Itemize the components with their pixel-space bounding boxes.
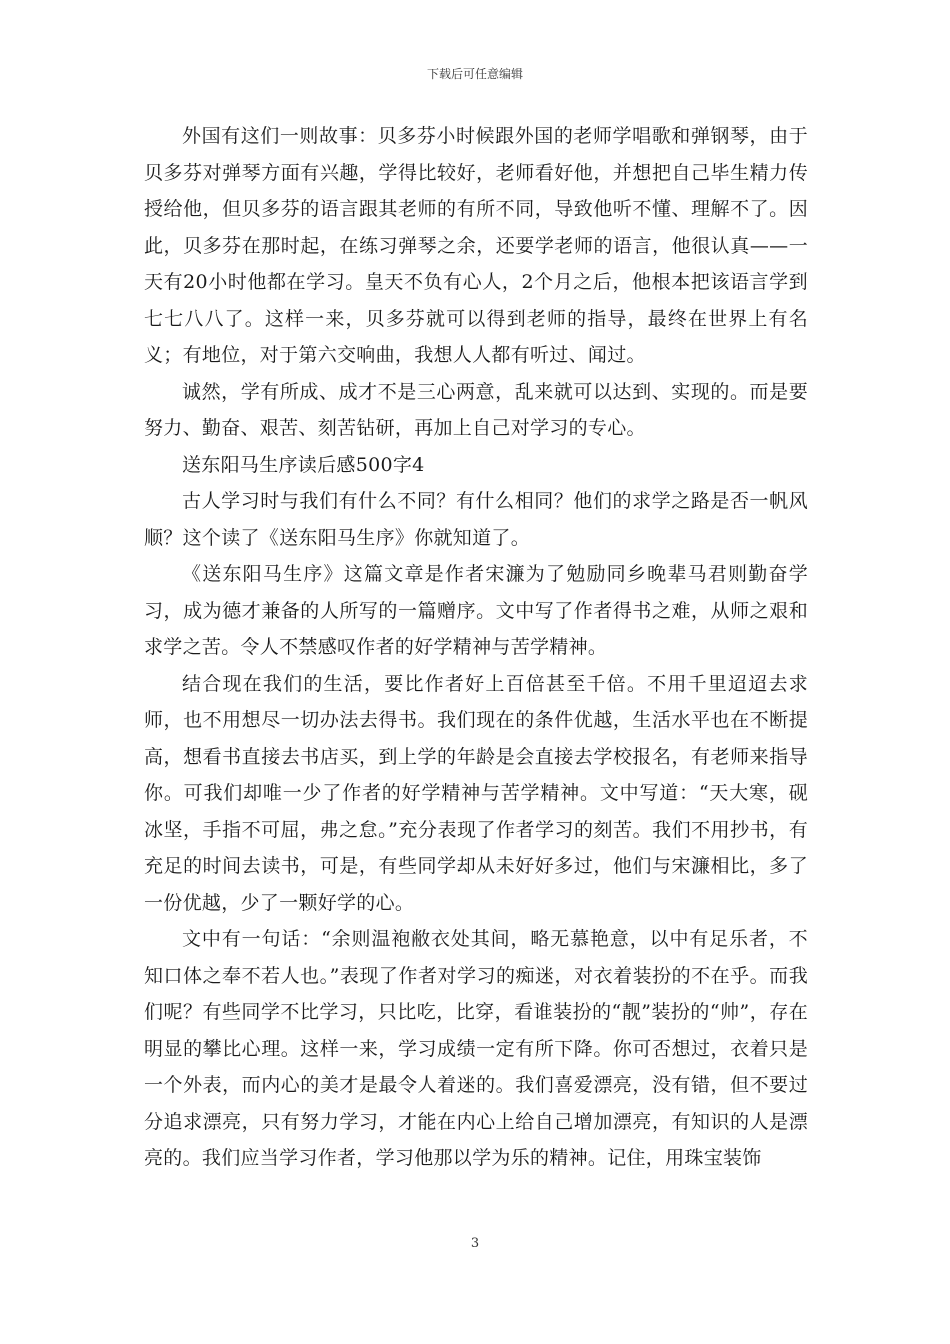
paragraph-intro-question: 古人学习时与我们有什么不同？有什么相同？他们的求学之路是否一帆风顺？这个读了《送东阳马生序》你就知道了。 — [144, 490, 808, 549]
page-number: 3 — [470, 1236, 480, 1251]
document-body — [144, 118, 808, 1177]
section-title: 送东阳马生序读后感500字4 — [182, 453, 425, 476]
paragraph-beethoven-story: 外国有这们一则故事：贝多芬小时候跟外国的老师学唱歌和弹钢琴，由于贝多芬对弹琴方面有兴趣，学得比较好，老师看好他，并想把自己毕生精力传授给他，但贝多芬的语言跟其老师的有所不同，导致他听不懂、理解不了。因此，贝多芬在那时起，在练习弹琴之余，还要学老师的语言，他很认真——一天有20小时他都在学习。皇天不负有心人，2个月之后，他根本把该语言学到七七八八了。这样一来，贝多芬就可以得到老师的指导，最终在世界上有名义；有地位，对于第六交响曲，我想人人都有听过、闻过。 — [144, 125, 808, 366]
paragraph-conclusion: 诚然，学有所成、成才不是三心两意，乱来就可以达到、实现的。而是要努力、勤奋、艰苦、刻苦钻研，再加上自己对学习的专心。 — [144, 380, 808, 439]
paragraph-article-summary: 《送东阳马生序》这篇文章是作者宋濂为了勉励同乡晚辈马君则勤奋学习，成为德才兼备的人所写的一篇赠序。文中写了作者得书之难，从师之艰和求学之苦。令人不禁感叹作者的好学精神与苦学精神。 — [144, 563, 808, 658]
paragraph-quote-reflection: 文中有一句话：“余则温袍敝衣处其间，略无慕艳意，以中有足乐者，不知口体之奉不若人也。”表现了作者对学习的痴迷，对衣着装扮的不在乎。而我们呢？有些同学不比学习，只比吃，比穿，看谁装扮的“靓”装扮的“帅”，存在明显的攀比心理。这样一来，学习成绩一定有所下降。你可否想过，衣着只是一个外表，而内心的美才是最令人着迷的。我们喜爱漂亮，没有错，但不要过分追求漂亮，只有努力学习，才能在内心上给自己增加漂亮，有知识的人是漂亮的。我们应当学习作者，学习他那以学为乐的精神。记住，用珠宝装饰 — [144, 928, 808, 1169]
paragraph-modern-comparison: 结合现在我们的生活，要比作者好上百倍甚至千倍。不用千里迢迢去求师，也不用想尽一切办法去得书。我们现在的条件优越，生活水平也在不断提高，想看书直接去书店买，到上学的年龄是会直接去学校报名，有老师来指导你。可我们却唯一少了作者的好学精神与苦学精神。文中写道：“天大寒，砚冰坚，手指不可屈，弗之怠。”充分表现了作者学习的刻苦。我们不用抄书，有充足的时间去读书，可是，有些同学却从未好好多过，他们与宋濂相比，多了一份优越，少了一颗好学的心。 — [144, 672, 808, 914]
page-header: 下载后可任意编辑 — [426, 67, 523, 81]
